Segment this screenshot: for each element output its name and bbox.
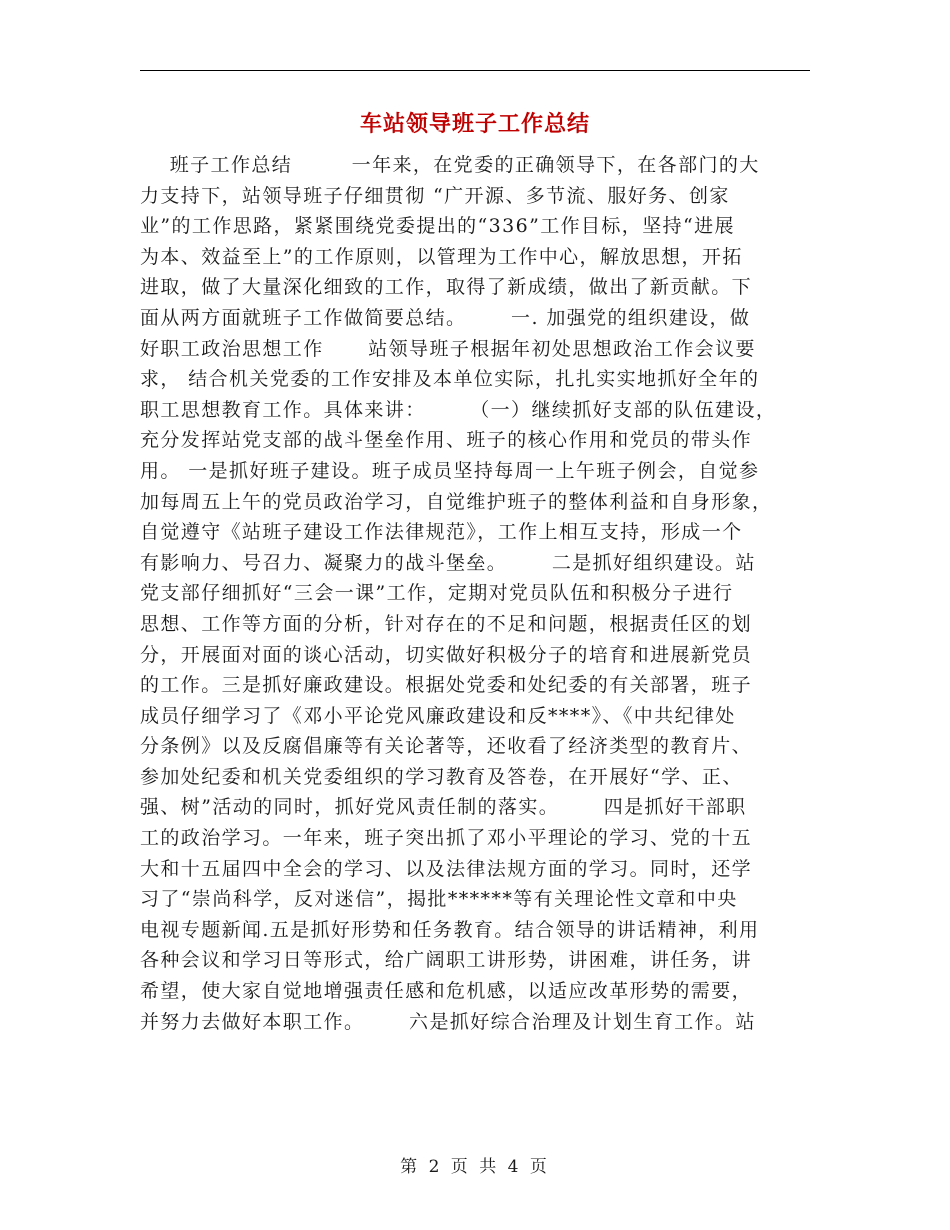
body-line: 分条例》以及反腐倡廉等有关论著等，还收看了经济类型的教育片、	[140, 735, 753, 758]
body-line: 进取，做了大量深化细致的工作，取得了新成绩，做出了新贡献。下	[140, 276, 753, 299]
body-line: 思想、工作等方面的分析，针对存在的不足和问题，根据责任区的划	[140, 612, 753, 635]
body-line: 职工思想教育工作。具体来讲： （一）继续抓好支部的队伍建设，	[140, 398, 777, 421]
body-line: 并努力去做好本职工作。 六是抓好综合治理及计划生育工作。站	[140, 1010, 756, 1033]
body-line: 为本、效益至上”的工作原则，以管理为工作中心，解放思想，开拓	[140, 245, 743, 268]
document-body	[140, 150, 830, 1037]
body-line: 强、树”活动的同时，抓好党风责任制的落实。 四是抓好干部职	[140, 796, 747, 819]
body-line: 充分发挥站党支部的战斗堡垒作用、班子的核心作用和党员的带头作	[140, 429, 753, 452]
body-line: 力支持下，站领导班子仔细贯彻 “广开源、多节流、服好务、创家	[140, 184, 730, 207]
body-line: 自觉遵守《站班子建设工作法律规范》，工作上相互支持，形成一个	[140, 521, 743, 544]
body-line: 用。 一是抓好班子建设。班子成员坚持每周一上午班子例会，自觉参	[140, 459, 760, 482]
document-title: 车站领导班子工作总结	[359, 111, 590, 137]
body-line: 求， 结合机关党委的工作安排及本单位实际，扎扎实实地抓好全年的	[140, 368, 760, 391]
header-rule	[140, 70, 810, 71]
body-line: 业”的工作思路，紧紧围绕党委提出的“336”工作目标，坚持“进展	[140, 215, 735, 238]
body-line: 习了“崇尚科学，反对迷信”，揭批******等有关理论性文章和中央	[140, 888, 738, 911]
body-line: 工的政治学习。一年来，班子突出抓了邓小平理论的学习、党的十五	[140, 827, 753, 850]
body-line: 大和十五届四中全会的学习、以及法律法规方面的学习。同时，还学	[140, 857, 753, 880]
body-line: 各种会议和学习日等形式，给广阔职工讲形势，讲困难，讲任务，讲	[140, 949, 753, 972]
body-line: 参加处纪委和机关党委组织的学习教育及答卷，在开展好“学、正、	[140, 765, 743, 788]
body-line: 有影响力、号召力、凝聚力的战斗堡垒。 二是抓好组织建设。站	[140, 551, 756, 574]
body-line: 班子工作总结 一年来，在党委的正确领导下，在各部门的大	[140, 154, 760, 176]
body-line: 分，开展面对面的谈心活动，切实做好积极分子的培育和进展新党员	[140, 643, 753, 666]
body-line: 成员仔细学习了《邓小平论党风廉政建设和反****》、《中共纪律处	[140, 704, 736, 727]
body-line: 电视专题新闻.五是抓好形势和任务教育。结合领导的讲话精神，利用	[140, 918, 760, 941]
body-line: 的工作。三是抓好廉政建设。根据处党委和处纪委的有关部署，班子	[140, 674, 753, 697]
body-line: 党支部仔细抓好“三会一课”工作，定期对党员队伍和积极分子进行	[140, 582, 734, 605]
body-line: 加每周五上午的党员政治学习，自觉维护班子的整体利益和自身形象，	[140, 490, 773, 513]
page-footer: 第 2 页 共 4 页	[400, 1157, 550, 1177]
body-line: 好职工政治思想工作 站领导班子根据年初处思想政治工作会议要	[140, 337, 756, 360]
body-line: 希望，使大家自觉地增强责任感和危机感，以适应改革形势的需要，	[140, 980, 753, 1003]
body-line: 面从两方面就班子工作做简要总结。 一. 加强党的组织建设，做	[140, 306, 751, 329]
